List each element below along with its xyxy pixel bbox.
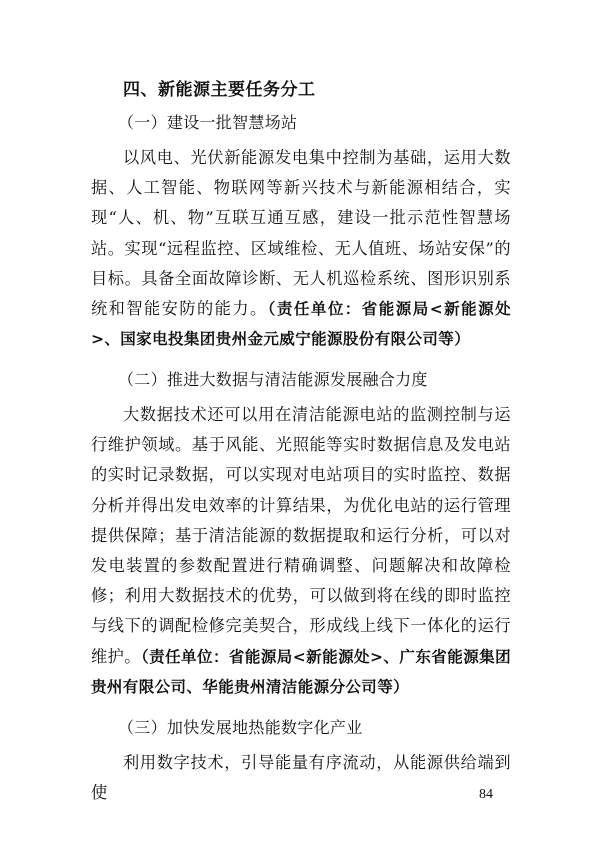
section-title: 四、新能源主要任务分工 — [123, 80, 316, 100]
paragraph-2 — [91, 400, 511, 702]
subsection-heading-2: （二）推进大数据与清洁能源发展融合力度 — [118, 370, 428, 389]
paragraph-1 — [91, 143, 511, 354]
subsection-heading-1: （一）建设一批智慧场站 — [118, 113, 298, 132]
paragraph-3 — [91, 748, 511, 808]
paragraph-1-body: 以风电、光伏新能源发电集中控制为基础，运用大数据、人工智能、物联网等新兴技术与新能源相结合，实现“人、机、物”互联互通互感，建设一批示范性智慧场站。实现“远程监控、区域维检、无人值班、场站安保”的目标。具备全面故障诊断、无人机巡检系统、图形识别系统和智能安防的能力。 — [91, 148, 511, 319]
subsection-heading-3: （三）加快发展地热能数字化产业 — [118, 718, 363, 737]
paragraph-3-body: 利用数字技术，引导能量有序流动，从能源供给端到使 — [91, 753, 511, 803]
paragraph-2-responsibility: （责任单位：省能源局<新能源处>、广东省能源集团贵州有限公司、华能贵州清洁能源分公司等） — [91, 647, 512, 696]
paragraph-1-responsibility: （责任单位：省能源局<新能源处>、国家电投集团贵州金元威宁能源股份有限公司等） — [91, 300, 511, 349]
paragraph-2-body: 大数据技术还可以用在清洁能源电站的监测控制与运行维护领域。基于风能、光照能等实时数据信息及发电站的实时记录数据，可以实现对电站项目的实时监控、数据分析并得出发电效率的计算结果，为优化电站的运行管理提供保障；基于清洁能源的数据提取和运行分析，可以对发电装置的参数配置进行精确调整、问题解决和故障检修；利用大数据技术的优势，可以做到将在线的即时监控与线下的调配检修完美契合，形成线上线下一体化的运行维护。 — [91, 405, 511, 666]
page-number: 84 — [479, 787, 493, 802]
